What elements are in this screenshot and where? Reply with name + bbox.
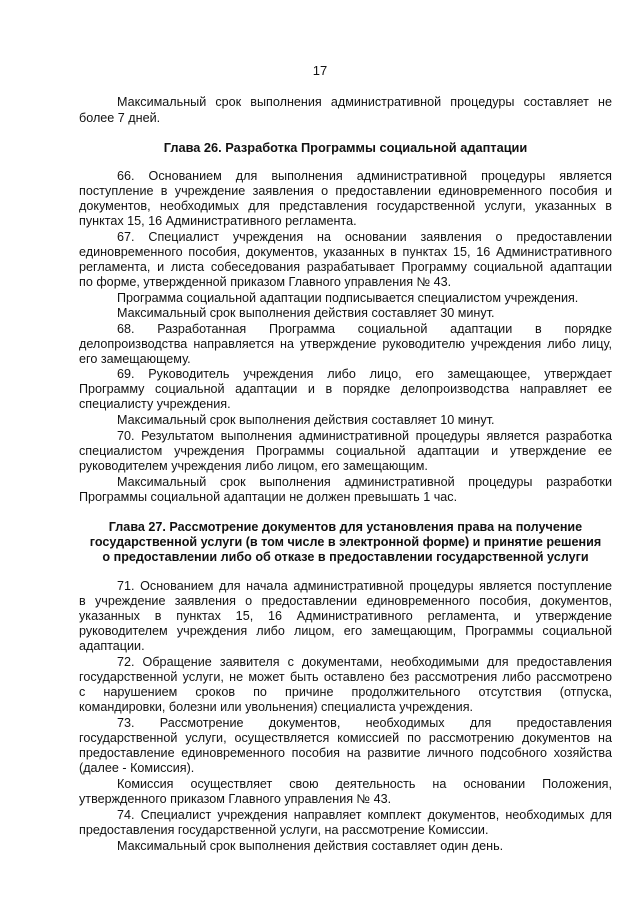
text-line: 74. Специалист учреждения направляет комплект документов, необходимых для <box>117 808 612 822</box>
text-line: 70. Результатом выполнения административной процедуры является разработка <box>117 429 612 443</box>
text-line: 71. Основанием для начала административной процедуры является поступление <box>117 579 612 593</box>
text-line: Максимальный срок выполнения действия составляет 10 минут. <box>117 413 495 427</box>
text-line: Максимальный срок выполнения действия составляет 30 минут. <box>117 306 495 320</box>
text-line: адаптации. <box>79 639 145 653</box>
chapter-26-heading: Глава 26. Разработка Программы социальной адаптации <box>163 140 528 155</box>
text-line: предоставление единовременного пособия на развитие личного подсобного хозяйства <box>79 746 612 760</box>
text-line: Программу социальной адаптации и в порядке делопроизводства направляет ее <box>79 382 612 396</box>
text-line: Максимальный срок выполнения административной процедуры составляет не <box>117 95 612 109</box>
text-line: 67. Специалист учреждения на основании заявления о предоставлении <box>117 230 612 244</box>
text-line: командировки, болезни или увольнения) специалиста учреждения. <box>79 700 474 714</box>
chapter-27-heading-line: государственной услуги (в том числе в электронной форме) и принятие решения <box>89 535 602 549</box>
text-line: Программа социальной адаптации подписывается специалистом учреждения. <box>117 291 579 305</box>
text-line: документов, необходимых для представления государственной услуги, указанных в <box>79 199 612 213</box>
text-line: с нарушением сроков по причине продолжительного отсутствия (отпуска, <box>79 685 612 699</box>
text-line: руководителем учреждения либо лицом, его замещающим, Программы социальной <box>79 624 612 638</box>
text-line: пунктах 15, 16 Административного регламента. <box>79 214 357 228</box>
text-line: утвержденного приказом Главного управления № 43. <box>79 792 392 806</box>
text-line: Комиссия осуществляет свою деятельность на основании Положения, <box>117 777 612 791</box>
text-line: в учреждение заявления о предоставлении единовременного пособия, документов, <box>79 594 612 608</box>
text-line: 66. Основанием для выполнения административной процедуры является <box>117 169 612 183</box>
text-line: предоставления государственной услуги, на рассмотрение Комиссии. <box>79 823 489 837</box>
text-line: специалистом учреждения Программы социальной адаптации и утверждение ее <box>79 444 612 458</box>
text-line: специалисту учреждения. <box>79 397 231 411</box>
text-line: поступление в учреждение заявления о предоставлении единовременного пособия и <box>79 184 612 198</box>
text-line: Максимальный срок выполнения административной процедуры разработки <box>117 475 612 489</box>
chapter-27-heading-line: о предоставлении либо об отказе в предоставлении государственной услуги <box>102 550 589 564</box>
page-number: 17 <box>312 63 328 78</box>
text-line: 69. Руководитель учреждения либо лицо, его замещающее, утверждает <box>117 367 612 381</box>
text-line: единовременного пособия, документов, указанных в пунктах 15, 16 Административного <box>79 245 612 259</box>
text-line: регламента, и листа собеседования разрабатывает Программу социальной адаптации <box>79 260 612 274</box>
text-line: государственной услуги, не может быть оставлено без рассмотрения либо рассмотрено <box>79 670 612 684</box>
text-line: более 7 дней. <box>79 111 161 125</box>
text-line: 72. Обращение заявителя с документами, необходимыми для предоставления <box>117 655 612 669</box>
text-line: 73. Рассмотрение документов, необходимых для предоставления <box>117 716 612 730</box>
text-line: государственной услуги, осуществляется комиссией по рассмотрению документов на <box>79 731 612 745</box>
text-line: его замещающему. <box>79 352 191 366</box>
text-line: Программы социальной адаптации не должен превышать 1 час. <box>79 490 458 504</box>
chapter-27-heading-line: Глава 27. Рассмотрение документов для установления права на получение <box>108 520 583 534</box>
text-line: указанных в пунктах 15, 16 Административного регламента, и утверждение <box>79 609 612 623</box>
text-line: делопроизводства направляется на утверждение руководителю учреждения либо лицу, <box>79 337 612 351</box>
text-line: Максимальный срок выполнения действия составляет один день. <box>117 839 504 853</box>
text-line: по форме, утвержденной приказом Главного управления № 43. <box>79 275 452 289</box>
text-line: руководителем учреждения либо лицом, его замещающим. <box>79 459 428 473</box>
text-line: 68. Разработанная Программа социальной адаптации в порядке <box>117 322 612 336</box>
text-line: (далее - Комиссия). <box>79 761 195 775</box>
